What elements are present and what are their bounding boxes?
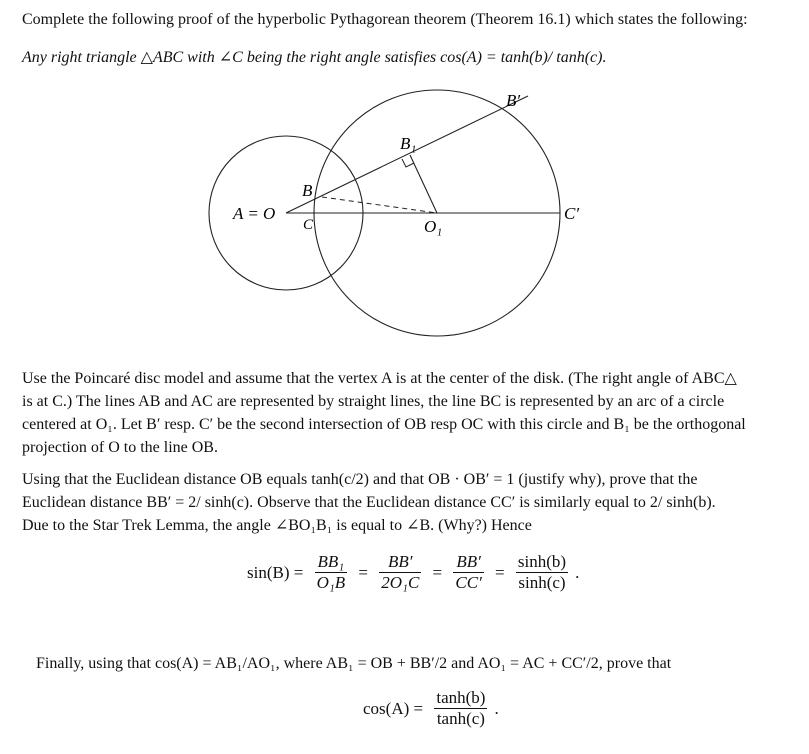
paragraph-3-line: Finally, using that cos(A) = AB₁/AO₁, where AB₁ = OB + BB′/2 and AO₁ = AC + CC′/2, prove that <box>36 655 672 672</box>
paragraph-2-line-2: Euclidean distance BB′ = 2/ sinh(c). Observe that the Euclidean distance CC′ is similarly equal to 2/ sinh(b). <box>22 494 716 511</box>
label-b: B <box>302 181 313 200</box>
poincare-disc-figure <box>0 0 809 360</box>
paragraph-1-line-4: projection of O to the line OB. <box>22 439 218 456</box>
equation-sin-b <box>244 552 582 593</box>
paragraph-2-line-3: Due to the Star Trek Lemma, the angle ∠BO₁B₁ is equal to ∠B. (Why?) Hence <box>22 517 532 534</box>
eq1-f2-num: BB′ <box>379 552 421 573</box>
label-c: C <box>303 217 314 233</box>
eq1-f3-den: CC′ <box>455 573 482 592</box>
label-o1: O₁ <box>424 217 443 236</box>
eq2-den: tanh(c) <box>436 709 485 728</box>
eq1-lhs: sin(B) = <box>247 562 304 582</box>
eq1-f1-den: O₁B <box>316 573 346 592</box>
eq1-equals-2: = <box>432 562 443 582</box>
paragraph-1-line-3: centered at O₁. Let B′ resp. C′ be the second intersection of OB resp OC with this circle and B₁ be the orthogonal <box>22 416 746 433</box>
intro-line-1: Complete the following proof of the hyperbolic Pythagorean theorem (Theorem 16.1) which states the following: <box>22 11 748 28</box>
label-b-prime: B′ <box>506 91 521 110</box>
paragraph-1-line-2: is at C.) The lines AB and AC are represented by straight lines, the line BC is represented by an arc of a circle <box>22 393 725 410</box>
label-c-prime: C′ <box>564 204 580 223</box>
paragraph-1-line-1: Use the Poincaré disc model and assume that the vertex A is at the center of the disk. (The right angle of ABC△ <box>22 370 737 387</box>
label-a-eq-o: A = O <box>233 204 276 223</box>
eq1-f2-den: 2O₁C <box>381 573 420 592</box>
eq1-f4-den: sinh(c) <box>518 573 566 592</box>
line-ab <box>286 96 528 213</box>
dashed-bo1 <box>322 197 437 213</box>
eq1-f1-num: BB₁ <box>315 552 348 573</box>
eq2-num: tanh(b) <box>436 688 486 707</box>
label-b1: B₁ <box>400 134 417 153</box>
eq2-end: . <box>494 698 499 718</box>
eq1-equals-1: = <box>358 562 369 582</box>
equation-cos-a <box>360 688 502 729</box>
paragraph-2-line-1: Using that the Euclidean distance OB equals tanh(c/2) and that OB · OB′ = 1 (justify why), prove that the <box>22 471 698 488</box>
eq1-f3-num: BB′ <box>453 552 483 573</box>
eq1-end: . <box>575 562 580 582</box>
eq1-equals-3: = <box>495 562 505 582</box>
intro-line-2: Any right triangle △ABC with ∠C being the right angle satisfies cos(A) = tanh(b)/ tanh(c). <box>22 49 607 66</box>
eq2-lhs: cos(A) = <box>363 698 424 718</box>
line-o1b1 <box>410 155 437 213</box>
eq1-f4-num: sinh(b) <box>517 552 567 571</box>
